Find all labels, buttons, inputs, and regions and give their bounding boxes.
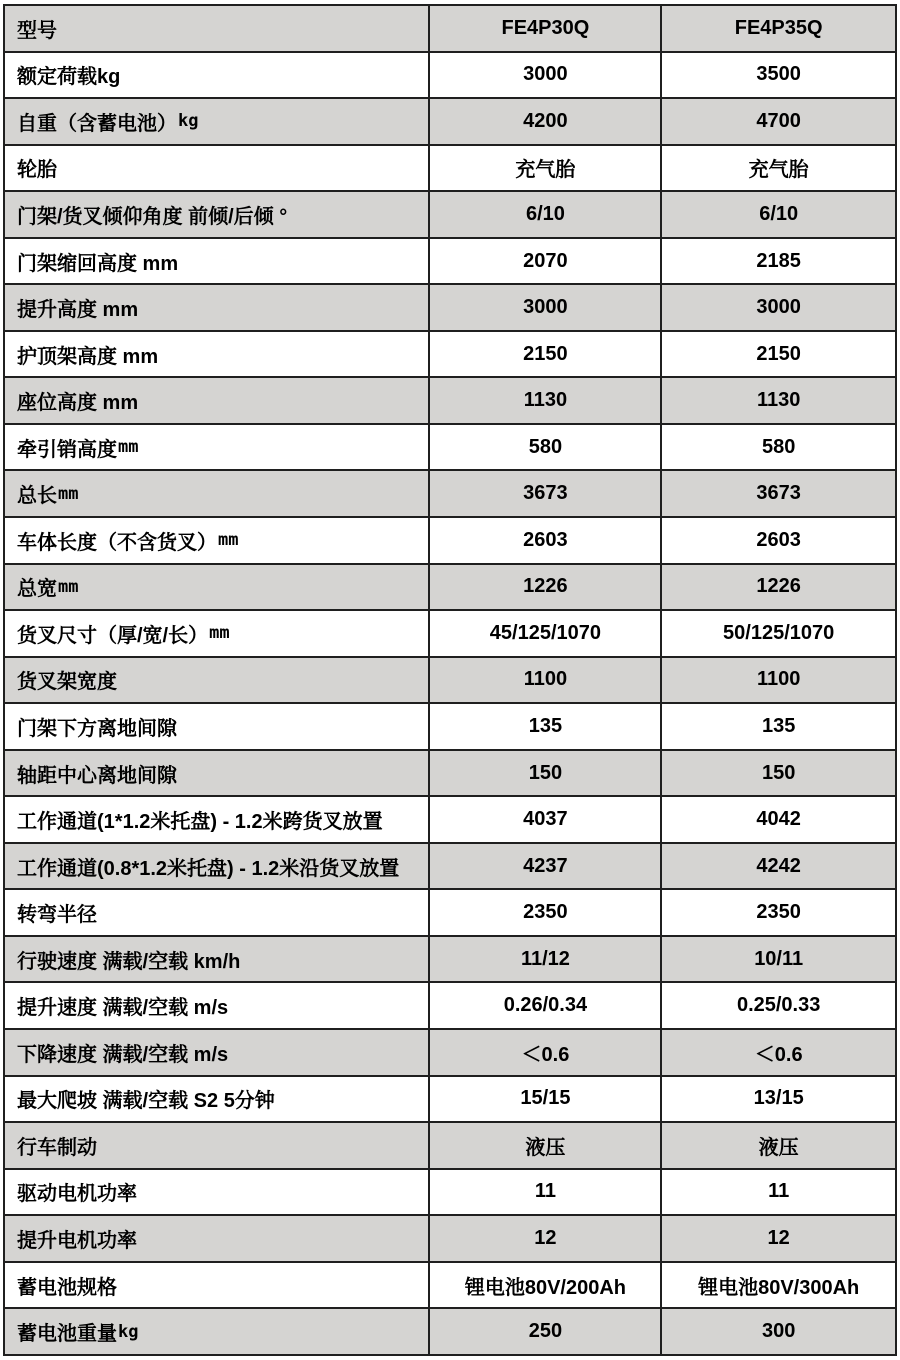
spec-value-fe4p30q: 15/15 [430,1077,662,1124]
spec-value-fe4p35q: 液压 [662,1123,897,1170]
spec-value-fe4p30q: 4037 [430,797,662,844]
table-row [5,611,897,658]
spec-value-fe4p30q: 液压 [430,1123,662,1170]
table-row [5,378,897,425]
spec-unit: mm [118,437,139,458]
spec-label-cell [5,471,430,518]
table-row [5,797,897,844]
table-row [5,1030,897,1077]
table-row [5,890,897,937]
spec-value-fe4p30q: 0.26/0.34 [430,983,662,1030]
spec-value-fe4p35q: 11 [662,1170,897,1217]
spec-unit: kg [178,111,199,132]
table-row [5,658,897,705]
spec-value-fe4p35q: 2603 [662,518,897,565]
table-row [5,53,897,100]
spec-value-fe4p30q: 1226 [430,565,662,612]
table-row [5,937,897,984]
spec-value-fe4p35q: 3000 [662,285,897,332]
spec-value-fe4p30q: 2150 [430,332,662,379]
spec-value-fe4p35q: 4042 [662,797,897,844]
spec-value-fe4p30q: 6/10 [430,192,662,239]
spec-label: 总宽 [17,578,57,601]
spec-value-fe4p35q: 充气胎 [662,146,897,193]
spec-value-fe4p30q: 锂电池80V/200Ah [430,1263,662,1310]
spec-value-fe4p35q: 1226 [662,565,897,612]
table-row [5,1263,897,1310]
table-header-row [5,6,897,53]
spec-value-fe4p35q: 4242 [662,844,897,891]
spec-label: 货叉架宽度 [17,671,117,694]
spec-unit: mm [218,530,239,551]
spec-label: 总长 [17,485,57,508]
spec-value-fe4p35q: 6/10 [662,192,897,239]
spec-value-fe4p35q: 4700 [662,99,897,146]
spec-label-cell [5,285,430,332]
spec-label-cell [5,239,430,286]
spec-label-cell [5,890,430,937]
spec-value-fe4p35q: 2350 [662,890,897,937]
spec-label-cell [5,565,430,612]
spec-label-cell [5,332,430,379]
spec-value-fe4p30q: 4237 [430,844,662,891]
spec-value-fe4p30q: 11/12 [430,937,662,984]
spec-value-fe4p35q: 50/125/1070 [662,611,897,658]
table-row [5,285,897,332]
spec-label-cell [5,378,430,425]
spec-label: 门架/货叉倾仰角度 前倾/后倾 ° [17,205,288,228]
spec-label: 货叉尺寸（厚/宽/长） [17,624,209,647]
spec-label-cell [5,983,430,1030]
spec-label: 门架缩回高度 mm [17,252,179,275]
spec-label-cell [5,192,430,239]
spec-value-fe4p35q: 150 [662,751,897,798]
spec-value-fe4p30q: 1130 [430,378,662,425]
spec-label: 提升电机功率 [17,1229,137,1252]
spec-label: 下降速度 满载/空载 m/s [17,1043,229,1066]
spec-value-fe4p30q: 45/125/1070 [430,611,662,658]
spec-label: 驱动电机功率 [17,1183,137,1206]
spec-value-fe4p35q: 锂电池80V/300Ah [662,1263,897,1310]
spec-label: 车体长度（不含货叉） [17,531,217,554]
spec-value-fe4p35q: 580 [662,425,897,472]
spec-label-cell [5,1263,430,1310]
spec-label-cell [5,146,430,193]
spec-value-fe4p30q: 2350 [430,890,662,937]
spec-label-cell [5,797,430,844]
spec-label-cell [5,658,430,705]
spec-value-fe4p30q: 580 [430,425,662,472]
spec-label-cell [5,751,430,798]
table-row [5,751,897,798]
table-row [5,704,897,751]
table-row [5,425,897,472]
spec-value-fe4p30q: 3673 [430,471,662,518]
spec-value-fe4p30q: 250 [430,1309,662,1356]
table-row [5,565,897,612]
table-row [5,1309,897,1356]
spec-label: 自重（含蓄电池） [17,112,177,135]
header-model-fe4p30q: FE4P30Q [430,6,662,53]
spec-value-fe4p35q: 13/15 [662,1077,897,1124]
spec-value-fe4p35q: 300 [662,1309,897,1356]
spec-label: 最大爬坡 满载/空载 S2 5分钟 [17,1090,275,1113]
spec-value-fe4p30q: 2603 [430,518,662,565]
table-row [5,192,897,239]
spec-label-cell [5,937,430,984]
spec-value-fe4p35q: 3500 [662,53,897,100]
spec-unit: mm [209,623,230,644]
spec-label: 蓄电池重量 [17,1323,117,1346]
spec-value-fe4p35q: 10/11 [662,937,897,984]
table-row [5,1170,897,1217]
spec-label: 额定荷载kg [17,66,121,89]
spec-value-fe4p30q: 4200 [430,99,662,146]
spec-label-cell [5,518,430,565]
table-row [5,146,897,193]
header-model-fe4p35q: FE4P35Q [662,6,897,53]
spec-label-cell [5,1123,430,1170]
spec-label-cell [5,1030,430,1077]
spec-value-fe4p30q: 充气胎 [430,146,662,193]
spec-label-cell [5,1216,430,1263]
spec-value-fe4p30q: 150 [430,751,662,798]
spec-unit: mm [58,483,79,504]
spec-value-fe4p35q: 2185 [662,239,897,286]
table-row [5,332,897,379]
table-row [5,844,897,891]
header-model-label-text: 型号 [17,19,57,42]
spec-value-fe4p35q: 2150 [662,332,897,379]
spec-value-fe4p35q: 3673 [662,471,897,518]
spec-value-fe4p30q: 12 [430,1216,662,1263]
spec-label: 轴距中心离地间隙 [17,764,177,787]
spec-value-fe4p30q: 3000 [430,53,662,100]
spec-label-cell [5,704,430,751]
spec-label-cell [5,844,430,891]
table-row [5,983,897,1030]
spec-value-fe4p30q: 2070 [430,239,662,286]
spec-label-cell [5,1077,430,1124]
table-row [5,99,897,146]
table-row [5,239,897,286]
spec-value-fe4p35q: 12 [662,1216,897,1263]
spec-value-fe4p35q: 1100 [662,658,897,705]
spec-value-fe4p35q: ＜0.6 [662,1030,897,1077]
spec-label-cell [5,53,430,100]
spec-value-fe4p30q: ＜0.6 [430,1030,662,1077]
table-row [5,518,897,565]
spec-value-fe4p35q: 1130 [662,378,897,425]
spec-label: 轮胎 [17,159,57,182]
spec-value-fe4p35q: 0.25/0.33 [662,983,897,1030]
spec-label-cell [5,1170,430,1217]
table-row [5,1216,897,1263]
spec-unit: mm [58,576,79,597]
spec-label: 提升速度 满载/空载 m/s [17,997,229,1020]
spec-label: 工作通道(0.8*1.2米托盘) - 1.2米沿货叉放置 [17,857,400,880]
spec-table [3,4,897,1356]
spec-label-cell [5,425,430,472]
spec-label-cell [5,1309,430,1356]
spec-label: 蓄电池规格 [17,1276,117,1299]
spec-value-fe4p30q: 3000 [430,285,662,332]
spec-value-fe4p35q: 135 [662,704,897,751]
spec-label: 行驶速度 满载/空载 km/h [17,950,241,973]
spec-label-cell [5,99,430,146]
spec-label: 牵引销高度 [17,438,117,461]
spec-value-fe4p30q: 135 [430,704,662,751]
spec-label: 座位高度 mm [17,392,139,415]
spec-label: 行车制动 [17,1136,97,1159]
table-row [5,471,897,518]
spec-value-fe4p30q: 11 [430,1170,662,1217]
spec-label: 提升高度 mm [17,299,139,322]
spec-label-cell [5,611,430,658]
spec-unit: kg [118,1321,139,1342]
spec-label: 转弯半径 [17,904,97,927]
table-row [5,1077,897,1124]
header-model-label [5,6,430,53]
spec-value-fe4p30q: 1100 [430,658,662,705]
spec-label: 门架下方离地间隙 [17,717,177,740]
table-row [5,1123,897,1170]
spec-label: 工作通道(1*1.2米托盘) - 1.2米跨货叉放置 [17,811,383,834]
spec-label: 护顶架高度 mm [17,345,159,368]
